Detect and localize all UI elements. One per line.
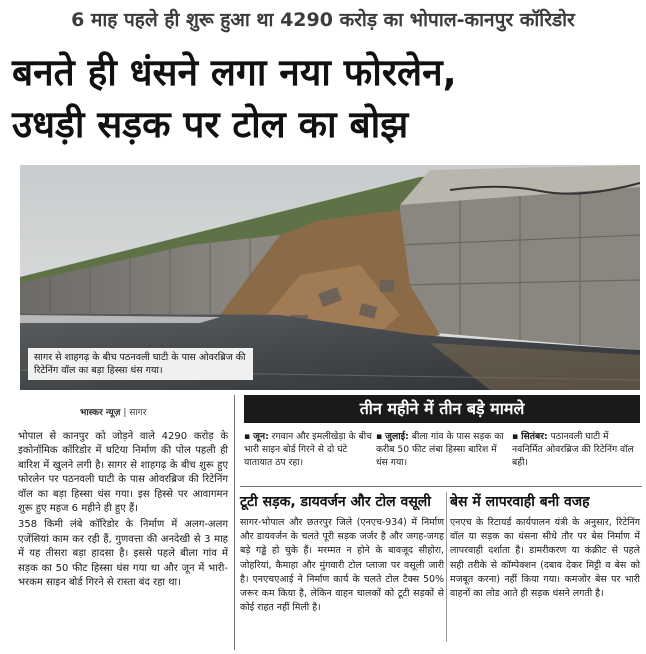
byline-place: सागर — [129, 408, 147, 418]
section-1-title: टूटी सड़क, डायवर्जन और टोल वसूली — [240, 494, 431, 510]
section-1-text: सागर-भोपाल और छतरपुर जिले (एनएच-934) में निर्माण और डायवर्जन के चलते पूरी सड़क जर्जर है और जगह-जगह बड़े गड्ढे हो चुके हैं। मरम्मत न होने के बावजूद सीहोरा, जोहरियां, कैमाहा और मुंगवारी टोल प्लाजा पर वसूली जारी है। एनएचएआई ने निर्माण कार्य के चलते टोल टैक्स 50% जरूर कम किया है, लेकिन वाहन चालकों को टूटी सड़कों से कोई राहत नहीं मिली है। — [240, 517, 444, 614]
headline-line-1: बनते ही धंसने लगा नया फोरलेन, — [12, 51, 457, 94]
case-text: पठानवली घाटी में नवनिर्मित ओवरब्रिज की रिटेनिंग वॉल बही। — [512, 431, 634, 468]
headline-line-2: उधड़ी सड़क पर टोल का बोझ — [12, 103, 409, 146]
section-2-text: एनएच के रिटायर्ड कार्यपालन यंत्री के अनुसार, रिटेनिंग वॉल या सड़क का धंसना सीधे तौर पर बेस निर्माण में लापरवाही दर्शाता है। डामरीकरण या कंक्रीट से पहले सही तरीके से कॉम्पेक्शन (दबाव देकर मिट्टी व बेस को मजबूत करना) नहीं किया गया। कमजोर बेस पर भारी वाहनों का लोड आते ही सड़क धंसने लगती है। — [450, 517, 640, 600]
column-divider — [234, 395, 235, 650]
lead-article — [18, 430, 228, 592]
case-month: जून: — [253, 431, 269, 442]
kicker-line: 6 माह पहले ही शुरू हुआ था 4290 करोड़ का भोपाल-कानपुर कॉरिडोर — [71, 9, 575, 31]
case-item-july: ▪ जुलाई: बीला गांव के पास सड़क का करीब 50 फीट लंबा हिस्सा बारिश में धंस गया। — [376, 431, 504, 468]
lead-paragraph-1: भोपाल से कानपुर को जोड़ने वाले 4290 करोड़ के इकोनॉमिक कॉरिडोर में घटिया निर्माण की पोल पहली ही बारिश में खुलने लगी है। सागर से शाहगढ़ के बीच शुरू हुए फोरलेन पर पठनवली घाटी के पास ओवरब्रिज की रिटेनिंग वॉल का बड़ा हिस्सा धंस गया। इस हिस्से पर आवागमन शुरू हुए महज 6 महीने ही हुए हैं। — [18, 431, 228, 515]
byline: भास्कर न्यूज़ | सागर — [80, 408, 147, 418]
cases-box-title: तीन महीने में तीन बड़े मामले — [244, 395, 640, 423]
case-month: सितंबर: — [521, 431, 548, 442]
case-item-june: ▪ जून: रगवान और इमलीखेड़ा के बीच भारी साइन बोर्ड गिरने से दो घंटे यातायात ठप रहा। — [244, 431, 372, 468]
photo-caption: सागर से शाहगढ़ के बीच पठनवली घाटी के पास ओवरब्रिज की रिटेनिंग वॉल का बड़ा हिस्सा धंस गया। — [28, 348, 253, 380]
lead-paragraph-2: 358 किमी लंबे कॉरिडोर के निर्माण में अलग-अलग एजेंसियां काम कर रही हैं, गुणवत्ता की अनदेखी से 3 माह में यह तीसरा बड़ा हादसा है। इससे पहले बीला गांव में सड़क का 50 फीट हिस्सा धंस गया था और जून में भारी-भरकम साइन बोर्ड गिरने से रास्ता बंद रहा था। — [18, 519, 228, 589]
section-1-body — [240, 516, 444, 615]
cases-list — [240, 430, 642, 482]
byline-source: भास्कर न्यूज़ — [80, 408, 121, 418]
case-text: रगवान और इमलीखेड़ा के बीच भारी साइन बोर्ड गिरने से दो घंटे यातायात ठप रहा। — [244, 431, 372, 468]
section-2-title: बेस में लापरवाही बनी वजह — [450, 494, 590, 510]
case-text: बीला गांव के पास सड़क का करीब 50 फीट लंबा हिस्सा बारिश में धंस गया। — [376, 431, 504, 468]
case-item-september: ▪ सितंबर: पठानवली घाटी में नवनिर्मित ओवरब्रिज की रिटेनिंग वॉल बही। — [512, 431, 634, 468]
section-column-divider — [446, 492, 447, 642]
section-2-body — [450, 516, 640, 601]
section-divider — [240, 486, 642, 487]
case-month: जुलाई: — [385, 431, 409, 442]
